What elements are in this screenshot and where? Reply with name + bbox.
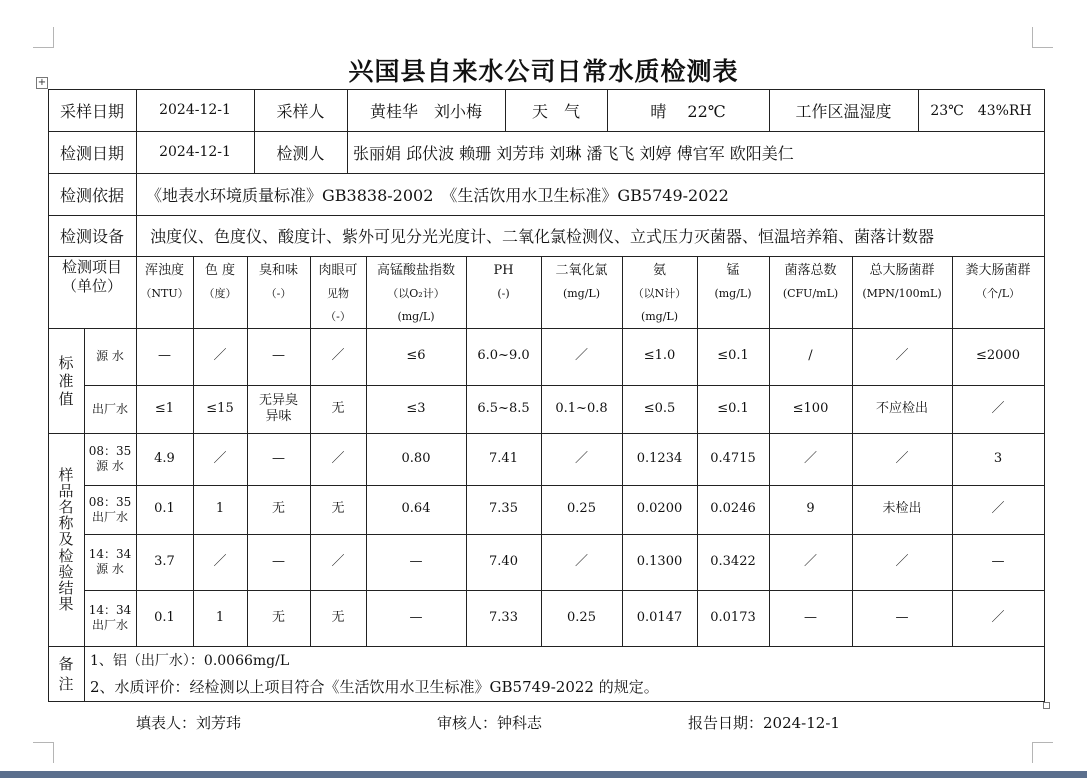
data-cell-text: ／	[895, 450, 909, 466]
data-cell	[136, 534, 193, 590]
data-cell-text: 0.25	[567, 501, 596, 517]
data-cell-text: ／	[895, 553, 909, 569]
data-cell-text: 0.1300	[636, 553, 683, 569]
column-header-text: (CFU/mL)	[782, 287, 839, 300]
data-cell	[247, 385, 310, 433]
workarea-label: 工作区温湿度	[795, 101, 892, 121]
data-cell-text: 3	[993, 450, 1003, 466]
data-cell	[247, 534, 310, 590]
column-header-text: 总大肠菌群	[869, 263, 935, 278]
data-cell	[852, 534, 952, 590]
data-cell	[769, 590, 852, 646]
data-cell-text: ≤100	[792, 400, 829, 416]
column-header-text: （个/L）	[975, 287, 1020, 300]
data-cell-text: 异味	[265, 409, 292, 424]
row-label-text: 出厂水	[91, 618, 128, 632]
data-cell-text: —	[272, 348, 285, 364]
data-cell-text: 无	[271, 501, 285, 517]
data-cell-text: ／	[574, 553, 588, 569]
data-cell	[697, 534, 769, 590]
column-header	[247, 256, 310, 328]
data-cell-text: 不应检出	[875, 400, 928, 416]
column-header	[541, 256, 622, 328]
column-header-text: (mg/L)	[397, 310, 435, 323]
column-header-text: 二氧化氯	[555, 263, 608, 278]
data-cell	[366, 433, 466, 485]
data-cell	[697, 485, 769, 534]
row-label-text: 出厂水	[91, 401, 128, 416]
data-cell	[310, 590, 366, 646]
column-header-text: (mg/L)	[562, 287, 601, 300]
data-cell	[697, 590, 769, 646]
sampler-names: 黄桂华 刘小梅	[369, 101, 482, 121]
data-cell-text: ／	[574, 450, 588, 466]
data-cell-text: 7.40	[489, 553, 518, 569]
data-cell	[466, 590, 541, 646]
data-cell	[769, 485, 852, 534]
data-cell-text: 0.0147	[636, 609, 683, 625]
data-cell	[466, 328, 541, 385]
info-row-sampling	[48, 89, 1044, 131]
data-cell-text: 7.33	[489, 609, 518, 625]
note-line-2: 2、水质评价：经检测以上项目符合《生活饮用水卫生标准》GB5749-2022 的规定。	[90, 678, 659, 696]
data-cell	[136, 328, 193, 385]
column-header-text: PH	[493, 263, 514, 278]
column-header	[193, 256, 247, 328]
data-cell-text: ／	[895, 348, 909, 364]
data-cell-text: 7.35	[489, 501, 518, 517]
column-header-text: 色 度	[204, 263, 236, 278]
std-group-char: 标	[58, 353, 74, 372]
data-cell-text: 0.3422	[710, 553, 756, 569]
data-cell-text: 0.1~0.8	[555, 400, 608, 416]
data-cell	[952, 485, 1044, 534]
data-cell	[366, 328, 466, 385]
data-cell	[366, 485, 466, 534]
data-cell	[852, 328, 952, 385]
data-cell-text: 1	[215, 609, 225, 625]
data-cell	[769, 534, 852, 590]
row-label	[84, 385, 136, 433]
data-cell-text: 无异臭	[258, 392, 298, 408]
data-cell-text: 4.9	[154, 450, 175, 466]
data-cell-text: 9	[806, 501, 815, 517]
column-header	[852, 256, 952, 328]
sample-group-char: 果	[58, 595, 74, 614]
column-header-text: （以O₂计）	[387, 287, 445, 300]
data-cell	[136, 485, 193, 534]
sample-group-char: 结	[58, 578, 74, 597]
std-group-char: 值	[58, 389, 74, 408]
column-header-text: 见物	[327, 287, 349, 300]
data-cell-text: 0.64	[401, 501, 431, 517]
note-line-1: 1、铝（出厂水）：0.0066mg/L	[90, 653, 290, 669]
data-cell-text: 无	[271, 609, 285, 625]
data-cell	[247, 590, 310, 646]
item-header	[48, 256, 136, 328]
data-cell	[622, 433, 697, 485]
sample-date-label: 采样日期	[59, 101, 124, 121]
data-cell	[697, 328, 769, 385]
data-cell-text: 0.1	[154, 501, 175, 517]
data-cell-text: 1	[215, 501, 225, 517]
data-cell-text: ／	[803, 553, 817, 569]
notes-label	[48, 646, 84, 702]
data-cell-text: ≤3	[406, 400, 426, 416]
item-header-line: （单位）	[61, 276, 122, 295]
sample-group-char: 称	[58, 514, 74, 533]
row-label	[84, 433, 136, 485]
column-header-text: 高锰酸盐指数	[376, 263, 455, 278]
report-date: 报告日期：2024-12-1	[688, 714, 840, 732]
data-cell-text: 6.5~8.5	[477, 400, 530, 416]
data-cell	[622, 590, 697, 646]
sample-group-char: 验	[58, 562, 74, 581]
data-cell-text: ／	[991, 501, 1005, 517]
data-cell	[247, 433, 310, 485]
sample-group-char: 检	[58, 546, 74, 565]
data-cell	[952, 385, 1044, 433]
workarea-value: 23℃ 43%RH	[930, 103, 1032, 119]
data-cell	[697, 385, 769, 433]
weather-label: 天 气	[531, 101, 580, 121]
data-cell-text: 0.0246	[710, 501, 756, 517]
column-header	[310, 256, 366, 328]
row-label-text: 出厂水	[91, 509, 128, 524]
data-cell-text: —	[895, 609, 909, 625]
data-cell	[247, 485, 310, 534]
data-cell	[193, 385, 247, 433]
data-cell-text: ／	[803, 450, 817, 466]
info-row-basis	[48, 173, 1044, 215]
column-header-text: (-)	[497, 287, 510, 300]
data-cell	[366, 385, 466, 433]
data-cell	[136, 385, 193, 433]
data-cell	[541, 485, 622, 534]
column-header-text: 粪大肠菌群	[965, 263, 1031, 278]
column-header-text: （以N计）	[632, 287, 687, 300]
data-cell-text: ／	[213, 553, 227, 569]
data-cell	[541, 433, 622, 485]
column-header-text: 肉眼可	[318, 263, 358, 278]
water-quality-table	[48, 256, 1044, 646]
row-label-text: 源 水	[96, 562, 124, 576]
row-label-text: 14：34	[88, 547, 132, 561]
data-cell	[769, 328, 852, 385]
column-header-text: 臭和味	[258, 263, 298, 278]
column-header-text: 浑浊度	[144, 263, 184, 278]
basis-label: 检测依据	[59, 185, 124, 205]
data-cell	[852, 590, 952, 646]
data-cell-text: ≤2000	[976, 348, 1020, 364]
sample-group-char: 名	[58, 498, 74, 517]
data-cell	[769, 433, 852, 485]
data-cell	[366, 590, 466, 646]
data-cell	[136, 433, 193, 485]
sampler-label: 采样人	[276, 101, 325, 121]
data-cell-text: 无	[331, 501, 345, 517]
tester-names: 张丽娟 邱伏波 赖珊 刘芳玮 刘琳 潘飞飞 刘婷 傅官军 欧阳美仁	[353, 143, 794, 163]
column-header-text: （NTU）	[140, 287, 189, 300]
data-cell-text: ≤0.5	[643, 400, 676, 416]
data-cell	[310, 433, 366, 485]
sample-group-char: 样	[58, 465, 74, 484]
data-cell-text: —	[272, 450, 285, 466]
data-cell-text: ≤1.0	[643, 348, 676, 364]
row-label	[84, 534, 136, 590]
data-cell	[697, 433, 769, 485]
basis-value: 《地表水环境质量标准》GB3838-2002 《生活饮用水卫生标准》GB5749-2022	[146, 185, 729, 205]
std-group-char: 准	[58, 371, 74, 390]
data-cell	[541, 385, 622, 433]
data-cell-text: 0.1234	[636, 450, 683, 466]
data-cell-text: ／	[331, 553, 345, 569]
data-cell-text: —	[272, 553, 285, 569]
data-cell	[193, 485, 247, 534]
data-cell	[852, 433, 952, 485]
column-header-text: 氨	[652, 263, 666, 278]
data-cell	[247, 328, 310, 385]
sample-group-label	[48, 433, 84, 646]
data-cell-text: —	[991, 553, 1005, 569]
column-header	[466, 256, 541, 328]
equipment-label: 检测设备	[59, 227, 124, 246]
column-header	[136, 256, 193, 328]
row-label-text: 08：35	[88, 494, 132, 509]
row-label	[84, 485, 136, 534]
notes-section	[48, 646, 1044, 702]
data-cell	[466, 385, 541, 433]
column-header-text: （-）	[265, 287, 292, 300]
row-label	[84, 328, 136, 385]
data-cell	[136, 590, 193, 646]
data-cell-text: ／	[991, 400, 1005, 416]
data-cell-text: 0.25	[567, 609, 596, 625]
data-cell-text: /	[808, 348, 813, 364]
data-cell-text: ／	[213, 348, 227, 364]
row-label-text: 14：34	[88, 603, 132, 617]
data-cell	[952, 534, 1044, 590]
data-cell	[310, 385, 366, 433]
column-header-text: (MPN/100mL)	[862, 287, 942, 300]
equipment-value: 浊度仪、色度仪、酸度计、紫外可见分光光度计、二氧化氯检测仪、立式压力灭菌器、恒温培养箱、菌落计数器	[150, 227, 935, 246]
data-cell-text: ／	[331, 450, 345, 466]
column-header-text: （-）	[325, 310, 351, 323]
data-cell-text: ≤0.1	[717, 400, 749, 416]
data-cell-text: ／	[574, 348, 588, 364]
filler-signature: 填表人：刘芳玮	[136, 714, 242, 732]
data-cell	[193, 590, 247, 646]
data-cell-text: —	[804, 609, 817, 625]
data-cell	[193, 433, 247, 485]
data-cell	[769, 385, 852, 433]
tester-label: 检测人	[276, 143, 325, 163]
weather-value: 晴 22℃	[650, 101, 726, 121]
data-cell	[310, 534, 366, 590]
data-cell	[622, 534, 697, 590]
sample-group-char: 及	[58, 530, 74, 549]
data-cell-text: 0.4715	[710, 450, 756, 466]
data-cell	[622, 385, 697, 433]
data-cell-text: ／	[331, 348, 345, 364]
test-date-value: 2024-12-1	[159, 144, 231, 160]
data-cell	[310, 485, 366, 534]
data-cell-text: 0.0200	[636, 501, 683, 517]
data-cell-text: —	[409, 553, 423, 569]
data-cell	[622, 328, 697, 385]
document-title: 兴国县自来水公司日常水质检测表	[348, 57, 739, 86]
row-label-text: 源 水	[96, 349, 124, 363]
column-header-text: 锰	[726, 263, 740, 278]
data-cell	[466, 485, 541, 534]
data-cell-text: ／	[213, 450, 227, 466]
data-cell	[541, 590, 622, 646]
test-date-label: 检测日期	[59, 143, 124, 163]
column-header	[622, 256, 697, 328]
row-label	[84, 590, 136, 646]
notes-label-char: 注	[58, 675, 74, 693]
column-header-text: (mg/L)	[714, 287, 752, 300]
data-cell	[541, 534, 622, 590]
data-cell-text: 无	[331, 609, 345, 625]
data-cell-text: ≤0.1	[717, 348, 749, 364]
data-cell-text: 未检出	[882, 501, 922, 517]
data-cell-text: 0.80	[401, 450, 431, 466]
data-cell-text: 6.0~9.0	[477, 348, 530, 364]
data-cell-text: 0.0173	[710, 609, 756, 625]
data-cell	[952, 590, 1044, 646]
data-cell	[193, 534, 247, 590]
table-move-handle-icon[interactable]: +	[37, 77, 47, 88]
data-cell	[366, 534, 466, 590]
column-header-text: (mg/L)	[640, 310, 679, 323]
item-header-line: 检测项目	[61, 258, 122, 276]
row-label-text: 源 水	[96, 459, 124, 473]
sample-date-value: 2024-12-1	[159, 102, 231, 118]
data-cell-text: 0.1	[154, 609, 175, 625]
data-cell	[193, 328, 247, 385]
data-cell-text: 无	[331, 400, 345, 416]
column-header-text: （度）	[203, 287, 237, 300]
info-row-equipment	[48, 215, 1044, 256]
data-cell-text: ≤1	[154, 400, 175, 416]
data-cell-text: —	[409, 609, 423, 625]
column-header	[769, 256, 852, 328]
info-row-testing	[48, 131, 1044, 173]
data-cell-text: 7.41	[489, 450, 518, 466]
data-cell-text: ≤15	[206, 400, 234, 416]
column-header	[697, 256, 769, 328]
data-cell-text: 3.7	[154, 553, 175, 569]
data-cell-text: ／	[991, 609, 1005, 625]
data-cell	[466, 433, 541, 485]
data-cell	[852, 385, 952, 433]
column-header	[366, 256, 466, 328]
data-cell	[310, 328, 366, 385]
standard-group-label	[48, 328, 84, 433]
data-cell	[622, 485, 697, 534]
data-cell	[852, 485, 952, 534]
notes-label-char: 备	[58, 654, 74, 673]
data-cell	[466, 534, 541, 590]
data-cell	[952, 433, 1044, 485]
column-header-text: 菌落总数	[784, 263, 837, 278]
sample-group-char: 品	[58, 481, 74, 500]
data-cell-text: ≤6	[406, 348, 426, 364]
data-cell-text: —	[158, 348, 171, 364]
row-label-text: 08：35	[88, 444, 132, 458]
column-header	[952, 256, 1044, 328]
data-cell	[541, 328, 622, 385]
data-cell	[952, 328, 1044, 385]
reviewer-signature: 审核人：钟科志	[437, 714, 543, 732]
